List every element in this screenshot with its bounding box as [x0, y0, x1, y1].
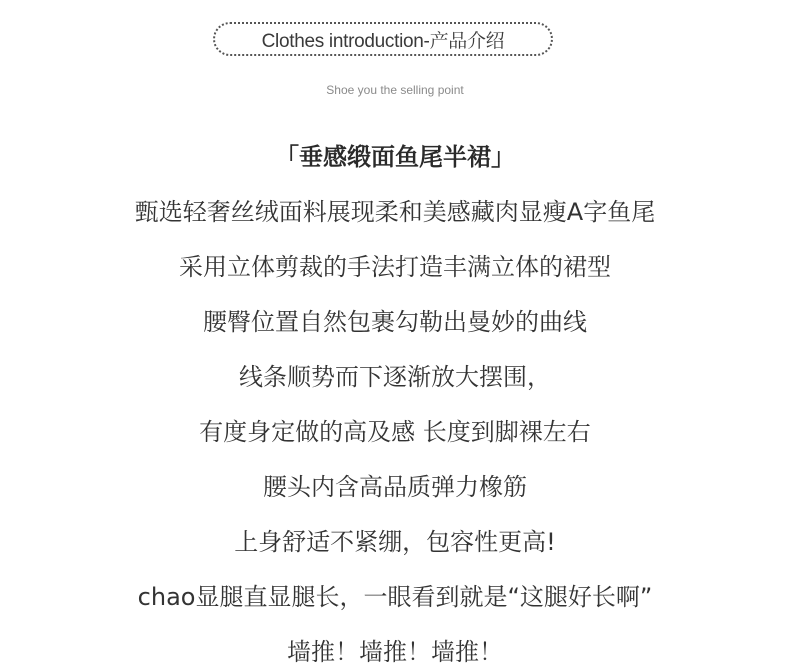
description-line: chao显腿直显腿长，一眼看到就是“这腿好长啊”	[137, 583, 653, 611]
description-line: 采用立体剪裁的手法打造丰满立体的裙型	[179, 253, 611, 281]
description-line: 有度身定做的高及感 长度到脚裸左右	[199, 418, 591, 446]
section-header-pill	[213, 22, 553, 56]
product-title: 「垂感缎面鱼尾半裙」	[275, 143, 515, 171]
description-line: 甄选轻奢丝绒面料展现柔和美感藏肉显瘦A字鱼尾	[134, 198, 656, 226]
section-header-text: Clothes introduction-产品介绍	[261, 30, 505, 52]
description-line: 线条顺势而下逐渐放大摆围，	[239, 363, 551, 391]
section-subtitle: Shoe you the selling point	[326, 83, 464, 97]
description-line: 腰头内含高品质弹力橡筋	[263, 473, 527, 501]
description-line: 腰臀位置自然包裹勾勒出曼妙的曲线	[203, 308, 587, 336]
description-line: 上身舒适不紧绷，包容性更高!	[234, 528, 556, 556]
description-line: 墙推！墙推！墙推！	[287, 638, 503, 666]
